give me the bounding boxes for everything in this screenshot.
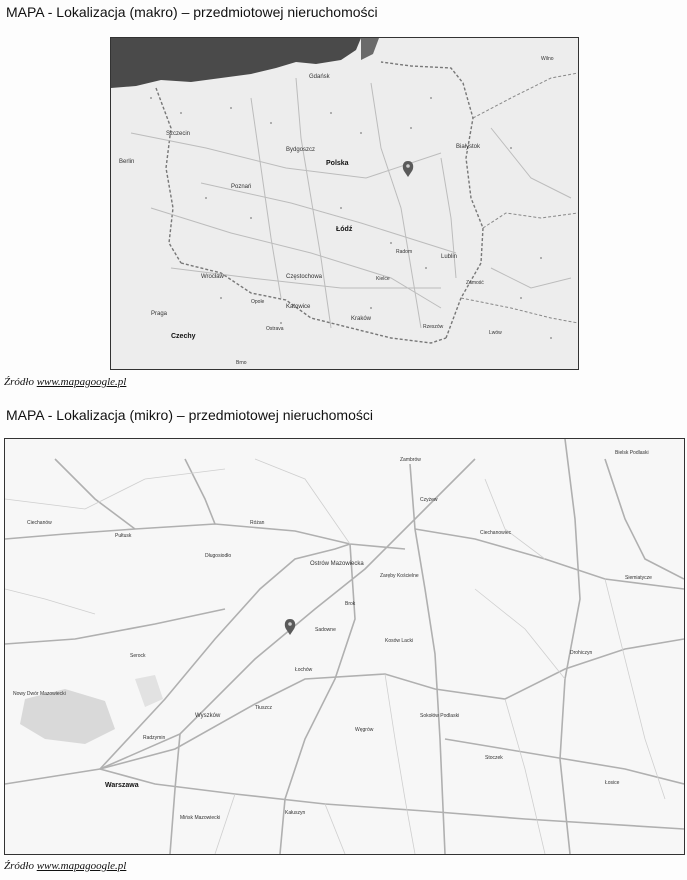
place-label: Siemiatycze	[625, 575, 652, 581]
micro-map-title: MAPA - Lokalizacja (mikro) – przedmiotowej nieruchomości	[6, 407, 373, 423]
place-label: Czyżew	[420, 497, 438, 503]
city-label: Radom	[396, 249, 413, 255]
place-label: Mińsk Mazowiecki	[180, 815, 221, 821]
city-label: Gdańsk	[309, 74, 330, 80]
city-label: Bydgoszcz	[286, 147, 316, 153]
city-label: Białystok	[456, 144, 481, 150]
place-label: Sokołów Podlaski	[420, 713, 460, 719]
city-label: Częstochowa	[286, 274, 323, 280]
place-label: Zambrów	[400, 457, 421, 463]
city-label: Kielce	[376, 276, 390, 282]
micro-source	[4, 860, 126, 872]
place-label: Kałuszyn	[285, 810, 306, 816]
city-label: Rzeszów	[423, 324, 444, 330]
source-prefix: Źródło	[4, 860, 34, 872]
place-label: Wyszków	[195, 713, 221, 719]
place-label: Długosiodło	[205, 553, 232, 559]
place-label: Ciechanów	[27, 520, 52, 526]
city-label: Opole	[251, 299, 265, 305]
city-label: Zamość	[466, 280, 484, 286]
place-label: Sadowne	[315, 627, 336, 633]
place-label: Bielsk Podlaski	[615, 450, 649, 456]
city-label: Katowice	[286, 304, 311, 310]
source-link[interactable]: www.mapagoogle.pl	[36, 860, 127, 872]
micro-map[interactable]	[4, 438, 685, 855]
city-label: Wilno	[541, 56, 554, 62]
macro-map-title: MAPA - Lokalizacja (makro) – przedmiotowej nieruchomości	[6, 4, 378, 20]
city-label: Lublin	[441, 254, 458, 260]
place-label: Węgrów	[355, 727, 374, 733]
place-label: Drohiczyn	[570, 650, 593, 656]
place-label: Nowy Dwór Mazowiecki	[13, 691, 66, 697]
city-label: Berlin	[119, 159, 135, 165]
place-label: Pułtusk	[115, 533, 132, 539]
city-label: Lwów	[489, 330, 502, 336]
place-label: Różan	[250, 520, 265, 526]
place-label: Brok	[345, 601, 356, 607]
city-label: Praga	[151, 311, 168, 317]
place-label: Serock	[130, 653, 146, 659]
place-label: Warszawa	[105, 782, 139, 789]
macro-map[interactable]	[110, 37, 579, 370]
city-label: Szczecin	[166, 131, 191, 137]
place-label: Tłuszcz	[255, 705, 272, 711]
city-label: Ostrava	[266, 326, 284, 332]
place-label: Stoczek	[485, 755, 503, 761]
place-label: Kosów Lacki	[385, 638, 414, 644]
place-label: Ciechanowiec	[480, 530, 512, 536]
city-label: Wrocław	[201, 274, 224, 280]
city-label: Poznań	[231, 184, 252, 190]
country-label: Polska	[326, 160, 349, 167]
macro-source	[4, 376, 126, 388]
place-label: Zaręby Kościelne	[380, 573, 419, 579]
place-label: Łosice	[605, 780, 620, 786]
macro-map-canvas	[111, 38, 578, 369]
source-link[interactable]: www.mapagoogle.pl	[36, 376, 127, 388]
city-label: Łódź	[336, 226, 353, 233]
city-label: Brno	[236, 360, 247, 366]
place-label: Ostrów Mazowiecka	[310, 561, 364, 567]
source-prefix: Źródło	[4, 376, 34, 388]
country-label: Czechy	[171, 333, 196, 340]
city-label: Kraków	[351, 316, 372, 322]
place-label: Radzymin	[143, 735, 166, 741]
place-label: Łochów	[295, 667, 313, 673]
micro-map-canvas	[5, 439, 684, 854]
